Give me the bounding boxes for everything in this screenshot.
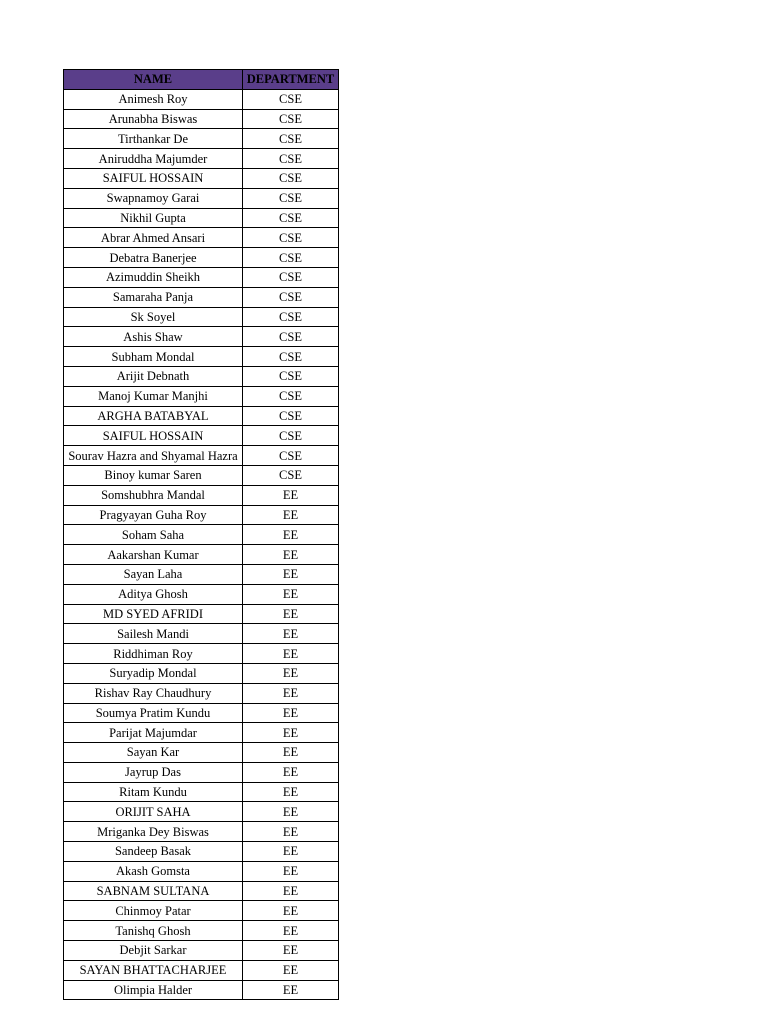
table-row	[64, 406, 339, 426]
table-row	[64, 366, 339, 386]
table-row	[64, 426, 339, 446]
department-cell: EE	[243, 861, 339, 881]
table-row	[64, 941, 339, 961]
name-cell: Soumya Pratim Kundu	[64, 703, 243, 723]
name-cell: Debjit Sarkar	[64, 941, 243, 961]
name-cell: Akash Gomsta	[64, 861, 243, 881]
table-row	[64, 525, 339, 545]
name-cell: ARGHA BATABYAL	[64, 406, 243, 426]
department-cell: EE	[243, 604, 339, 624]
table-row	[64, 901, 339, 921]
name-cell: Aditya Ghosh	[64, 584, 243, 604]
name-cell: SAYAN BHATTACHARJEE	[64, 960, 243, 980]
table-row	[64, 723, 339, 743]
name-cell: Sandeep Basak	[64, 842, 243, 862]
spreadsheet-page	[63, 69, 339, 1000]
department-cell: CSE	[243, 208, 339, 228]
department-cell: CSE	[243, 446, 339, 466]
department-cell: CSE	[243, 149, 339, 169]
table-row	[64, 822, 339, 842]
table-row	[64, 267, 339, 287]
table-row	[64, 287, 339, 307]
table-row	[64, 168, 339, 188]
table-row	[64, 842, 339, 862]
name-cell: Aakarshan Kumar	[64, 545, 243, 565]
name-cell: Mriganka Dey Biswas	[64, 822, 243, 842]
name-cell: Suryadip Mondal	[64, 663, 243, 683]
name-cell: Sk Soyel	[64, 307, 243, 327]
table-row	[64, 228, 339, 248]
table-row	[64, 208, 339, 228]
department-cell: EE	[243, 505, 339, 525]
name-cell: Parijat Majumdar	[64, 723, 243, 743]
department-cell: CSE	[243, 406, 339, 426]
department-cell: CSE	[243, 287, 339, 307]
department-cell: CSE	[243, 327, 339, 347]
name-cell: Sourav Hazra and Shyamal Hazra	[64, 446, 243, 466]
table-row	[64, 980, 339, 1000]
name-cell: Nikhil Gupta	[64, 208, 243, 228]
name-cell: Swapnamoy Garai	[64, 188, 243, 208]
table-body	[64, 89, 339, 1000]
department-cell: EE	[243, 624, 339, 644]
table-row	[64, 347, 339, 367]
name-cell: SAIFUL HOSSAIN	[64, 426, 243, 446]
table-row	[64, 604, 339, 624]
department-cell: EE	[243, 644, 339, 664]
table-row	[64, 624, 339, 644]
table-row	[64, 743, 339, 763]
name-cell: Manoj Kumar Manjhi	[64, 386, 243, 406]
department-cell: EE	[243, 802, 339, 822]
name-cell: Binoy kumar Saren	[64, 465, 243, 485]
name-cell: Soham Saha	[64, 525, 243, 545]
table-row	[64, 248, 339, 268]
name-cell: Sailesh Mandi	[64, 624, 243, 644]
table-row	[64, 782, 339, 802]
table-row	[64, 921, 339, 941]
department-column-header: DEPARTMENT	[243, 70, 339, 90]
department-cell: EE	[243, 525, 339, 545]
department-cell: EE	[243, 901, 339, 921]
department-cell: EE	[243, 842, 339, 862]
name-cell: Sayan Laha	[64, 564, 243, 584]
table-row	[64, 861, 339, 881]
name-cell: Jayrup Das	[64, 762, 243, 782]
department-cell: EE	[243, 960, 339, 980]
name-cell: Aniruddha Majumder	[64, 149, 243, 169]
department-cell: CSE	[243, 267, 339, 287]
table-row	[64, 960, 339, 980]
department-cell: EE	[243, 743, 339, 763]
name-cell: Tirthankar De	[64, 129, 243, 149]
department-cell: EE	[243, 782, 339, 802]
table-row	[64, 644, 339, 664]
name-cell: Pragyayan Guha Roy	[64, 505, 243, 525]
department-cell: EE	[243, 564, 339, 584]
table-row	[64, 802, 339, 822]
name-column-header: NAME	[64, 70, 243, 90]
table-row	[64, 327, 339, 347]
name-cell: Samaraha Panja	[64, 287, 243, 307]
name-cell: Riddhiman Roy	[64, 644, 243, 664]
name-cell: Chinmoy Patar	[64, 901, 243, 921]
department-cell: EE	[243, 485, 339, 505]
table-row	[64, 307, 339, 327]
name-cell: MD SYED AFRIDI	[64, 604, 243, 624]
name-cell: Arunabha Biswas	[64, 109, 243, 129]
name-cell: Arijit Debnath	[64, 366, 243, 386]
department-cell: EE	[243, 584, 339, 604]
department-cell: EE	[243, 980, 339, 1000]
name-cell: Ashis Shaw	[64, 327, 243, 347]
name-cell: Azimuddin Sheikh	[64, 267, 243, 287]
department-cell: EE	[243, 822, 339, 842]
table-row	[64, 762, 339, 782]
department-cell: EE	[243, 723, 339, 743]
table-row	[64, 129, 339, 149]
table-row	[64, 89, 339, 109]
table-row	[64, 703, 339, 723]
department-cell: CSE	[243, 109, 339, 129]
department-cell: EE	[243, 683, 339, 703]
table-header-row	[64, 70, 339, 90]
department-cell: CSE	[243, 307, 339, 327]
department-cell: CSE	[243, 366, 339, 386]
name-cell: Rishav Ray Chaudhury	[64, 683, 243, 703]
table-row	[64, 109, 339, 129]
department-cell: CSE	[243, 347, 339, 367]
department-cell: EE	[243, 762, 339, 782]
department-cell: CSE	[243, 188, 339, 208]
name-cell: Animesh Roy	[64, 89, 243, 109]
name-cell: SAIFUL HOSSAIN	[64, 168, 243, 188]
table-row	[64, 545, 339, 565]
table-row	[64, 505, 339, 525]
name-cell: Abrar Ahmed Ansari	[64, 228, 243, 248]
department-cell: EE	[243, 921, 339, 941]
department-cell: CSE	[243, 228, 339, 248]
department-cell: CSE	[243, 386, 339, 406]
table-row	[64, 881, 339, 901]
name-cell: Subham Mondal	[64, 347, 243, 367]
department-cell: EE	[243, 545, 339, 565]
table-row	[64, 446, 339, 466]
name-cell: Tanishq Ghosh	[64, 921, 243, 941]
table-row	[64, 386, 339, 406]
table-row	[64, 465, 339, 485]
department-cell: CSE	[243, 426, 339, 446]
name-cell: Sayan Kar	[64, 743, 243, 763]
department-cell: EE	[243, 881, 339, 901]
table-row	[64, 485, 339, 505]
name-cell: Somshubhra Mandal	[64, 485, 243, 505]
department-cell: CSE	[243, 89, 339, 109]
table-row	[64, 149, 339, 169]
department-cell: EE	[243, 941, 339, 961]
table-row	[64, 683, 339, 703]
table-row	[64, 663, 339, 683]
table-row	[64, 564, 339, 584]
name-cell: Debatra Banerjee	[64, 248, 243, 268]
department-cell: EE	[243, 703, 339, 723]
name-cell: Olimpia Halder	[64, 980, 243, 1000]
name-cell: Ritam Kundu	[64, 782, 243, 802]
department-cell: CSE	[243, 248, 339, 268]
department-cell: CSE	[243, 465, 339, 485]
student-department-table	[63, 69, 339, 1000]
table-row	[64, 584, 339, 604]
department-cell: EE	[243, 663, 339, 683]
table-row	[64, 188, 339, 208]
department-cell: CSE	[243, 168, 339, 188]
name-cell: SABNAM SULTANA	[64, 881, 243, 901]
department-cell: CSE	[243, 129, 339, 149]
name-cell: ORIJIT SAHA	[64, 802, 243, 822]
